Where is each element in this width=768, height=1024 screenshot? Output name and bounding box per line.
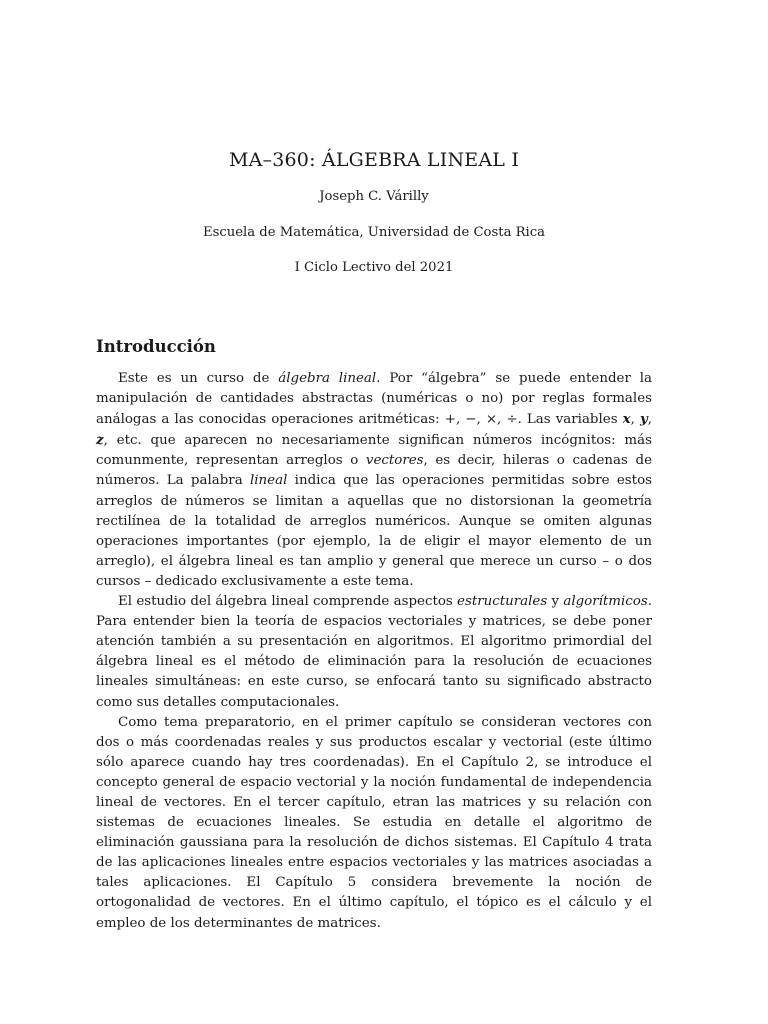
paragraph-2 (96, 592, 652, 713)
math-variable-x: x (622, 411, 631, 428)
p2-emphasis-1: estructurales (457, 594, 548, 610)
section-heading: Introducción (96, 337, 216, 356)
p1-text-1: Este es un curso de (118, 371, 279, 386)
math-variable-y: y (639, 411, 648, 428)
author-affiliation: Escuela de Matemática, Universidad de Costa Rica (202, 225, 546, 240)
p1-text-3: , etc. que aparecen no necesariamente significan números incógnitos: más comunmente, representan arreglos o (96, 433, 652, 469)
paragraph-1 (96, 369, 652, 592)
p1-separator-2: , (647, 412, 652, 428)
math-variable-z: z (96, 432, 104, 449)
p2-emphasis-2: algorítmicos (563, 594, 648, 610)
p1-text-4: , es decir, hileras o cadenas de números. La palabra (96, 453, 652, 489)
academic-term: I Ciclo Lectivo del 2021 (294, 260, 454, 275)
p1-separator-1: , (630, 412, 640, 428)
p1-emphasis-3: lineal (249, 473, 288, 489)
p1-emphasis-2: vectores (365, 453, 424, 469)
section-body (96, 369, 652, 934)
author-name: Joseph C. Várilly (319, 189, 429, 204)
document-title: MA–360: ÁLGEBRA LINEAL I (228, 149, 520, 171)
p2-text-3: . Para entender bien la teoría de espacios vectoriales y matrices, se debe poner atención también a su presentación en algoritmos. El algoritmo primordial del álgebra lineal es el método de eliminación para la resolución de ecuaciones lineales simultáneas: en este curso, se enfocará tanto su significado abstracto como sus detalles computacionales. (96, 594, 652, 710)
p1-text-2: . Por “álgebra” se puede entender la manipulación de cantidades abstractas (numéricas o no) por reglas formales análogas a las conocidas operaciones aritméticas: +, −, ×, ÷. Las variables (96, 371, 652, 428)
p1-text-5: indica que las operaciones permitidas sobre estos arreglos de números se limitan a aquellas que no distorsionan la geometría rectilínea de la totalidad de arreglos numéricos. Aunque se omiten algunas operaciones importantes (por ejemplo, la de eligir el mayor elemento de un arreglo), el álgebra lineal es tan amplio y general que merece un curso – o dos cursos – dedicado exclusivamente a este tema. (96, 473, 652, 589)
p2-text-1: El estudio del álgebra lineal comprende aspectos (118, 594, 458, 610)
paragraph-3: Como tema preparatorio, en el primer capítulo se consideran vectores con dos o más coordenadas reales y sus productos escalar y vectorial (este último sólo aparece cuando hay tres coordenadas). En el Capítulo 2, se introduce el concepto general de espacio vectorial y la noción fundamental de independencia lineal de vectores. En el tercer capítulo, etran las matrices y su relación con sistemas de ecuaciones lineales. Se estudia en detalle el algoritmo de eliminación gaussiana para la resolución de dichos sistemas. El Capítulo 4 trata de las aplicaciones lineales entre espacios vectoriales y las matrices asociadas a tales aplicaciones. El Capítulo 5 considera brevemente la noción de ortogonalidad de vectores. En el último capítulo, el tópico es el cálculo y el empleo de los determinantes de matrices. (96, 714, 652, 931)
p2-text-2: y (547, 594, 564, 610)
p1-emphasis-1: álgebra lineal (278, 371, 377, 386)
